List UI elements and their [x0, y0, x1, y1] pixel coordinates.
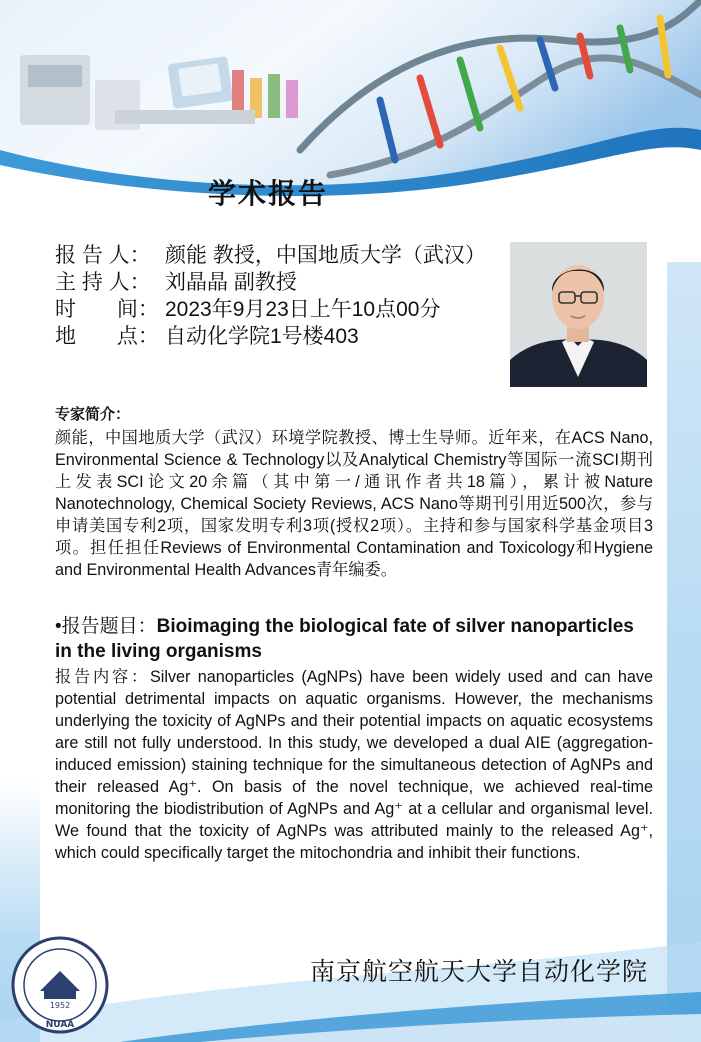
- page-title: 学术报告: [208, 178, 329, 209]
- info-label: 时 间：: [55, 298, 159, 321]
- bio-heading: 专家简介：: [55, 406, 131, 423]
- info-row-speaker: [55, 242, 486, 269]
- bio-text: 颜能，中国地质大学（武汉）环境学院教授、博士生导师。近年来，在ACS Nano, Environmental Science & Technology以及Analytical Chemistry等国际一流SCI期刊上发表SCI论文20余篇（其中第一/通讯作者共18篇），累计被Nature Nanotechnology, Chemical Society Reviews, ACS Nano等期刊引用近500次，参与申请美国专利2项，国家发明专利3项(授权2项）。主持和参与国家科学基金项目3项。担任担任Reviews of Environmental Contamination and Toxicology和Hygiene and Environmental Health Advances青年编委。: [55, 429, 653, 579]
- info-label: 地 点：: [55, 325, 159, 348]
- info-value: 刘晶晶 副教授: [165, 271, 297, 294]
- seal-abbr: NUAA: [45, 1020, 75, 1030]
- info-row-time: [55, 296, 486, 323]
- info-value: 颜能 教授，中国地质大学（武汉）: [165, 244, 486, 267]
- topic-bullet: •: [55, 616, 62, 637]
- topic-title: Bioimaging the biological fate of silver nanoparticles in the living organisms: [55, 616, 634, 662]
- university-seal-logo: [10, 935, 110, 1035]
- speaker-photo: [510, 242, 647, 387]
- info-row-host: [55, 269, 486, 296]
- info-row-location: [55, 323, 486, 350]
- content-label: 报告内容：: [55, 668, 150, 686]
- report-content: [55, 666, 653, 864]
- school-name: 南京航空航天大学自动化学院: [310, 957, 649, 986]
- info-label: 主 持 人：: [55, 271, 151, 294]
- content-text: Silver nanoparticles (AgNPs) have been widely used and can have potential detrimental impacts on aquatic organisms. However, the mechanisms underlying the toxicity of AgNPs and their potential impacts on aquatic ecosystems are still not fully understood. In this study, we developed a dual AIE (aggregation-induced emission) staining technique for the simultaneous detection of AgNPs and their released Ag⁺. On basis of the novel technique, we achieved real-time monitoring the biodistribution of AgNPs and Ag⁺ at a cellular and organismal level. We found that the toxicity of AgNPs was attributed mainly to the released Ag⁺, which could specifically target the mitochondria and inhibit their functions.: [55, 668, 654, 862]
- report-topic: [55, 614, 655, 664]
- info-value: 自动化学院1号楼403: [165, 325, 359, 348]
- topic-label: 报告题目：: [61, 616, 157, 637]
- seal-year: 1952: [49, 1001, 71, 1010]
- info-label: 报 告 人：: [55, 244, 151, 267]
- header-banner: [0, 0, 701, 200]
- info-value: 2023年9月23日上午10点00分: [165, 298, 441, 321]
- event-info: [55, 242, 486, 350]
